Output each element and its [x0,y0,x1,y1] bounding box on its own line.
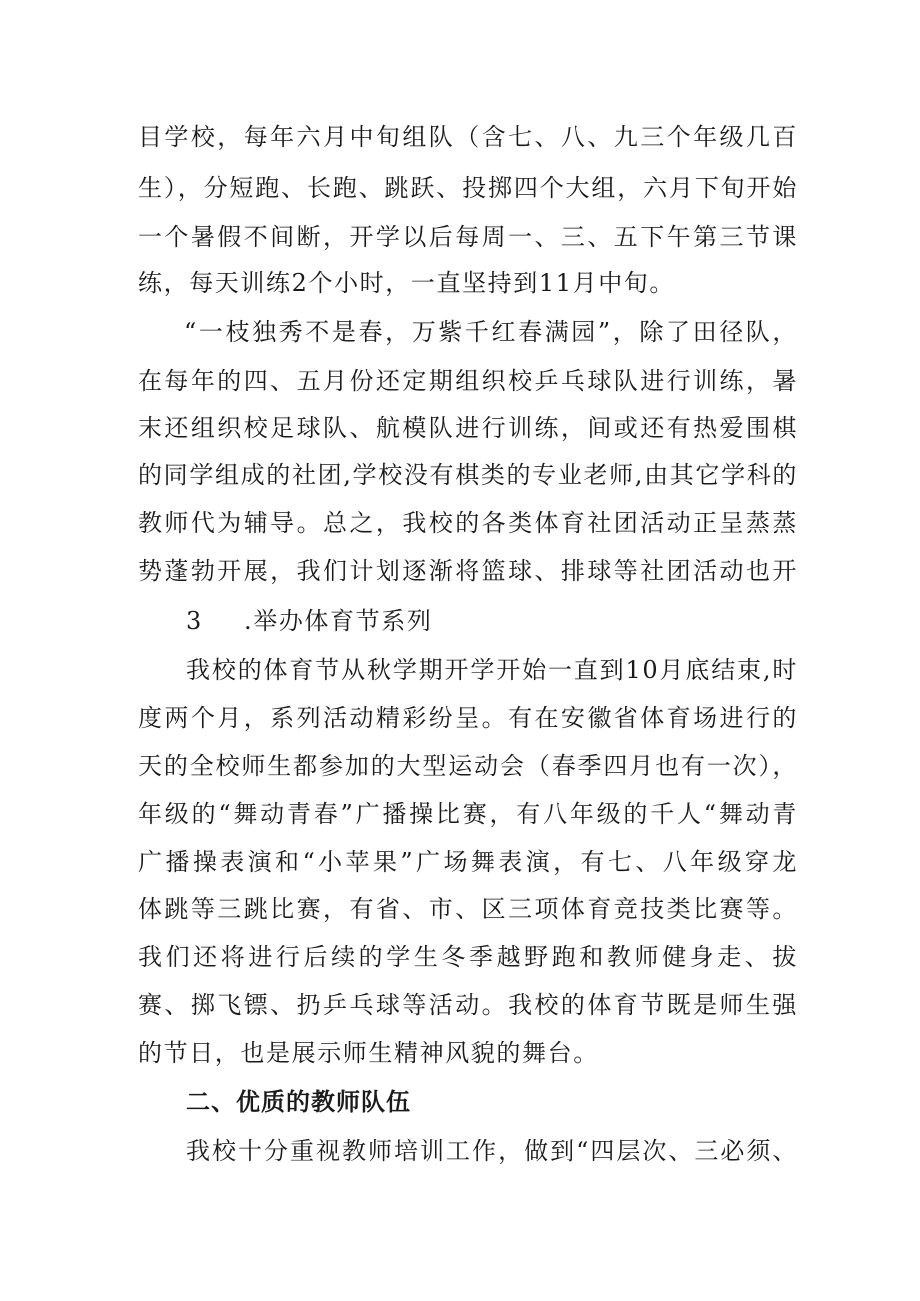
paragraph-line: 体跳等三跳比赛，有省、市、区三项体育竞技类比赛等。 [138,895,798,923]
paragraph-line: 生），分短跑、长跑、跳跃、投掷四个大组，六月下旬开始 [138,174,798,202]
section-title: 二、优质的教师队伍 [186,1088,411,1116]
paragraph-line: 教师代为辅导。总之，我校的各类体育社团活动正呈蒸蒸 [138,509,798,537]
paragraph-line: 的节日，也是展示师生精神风貌的舞台。 [138,1039,599,1067]
paragraph-line: 目学校，每年六月中旬组队（含七、八、九三个年级几百 [138,123,798,151]
section-number: 3 [186,607,202,635]
paragraph-line: “一枝独秀不是春，万紫千红春满园”，除了田径队， [184,318,798,346]
paragraph-line: 练，每天训练2个小时，一直坚持到11月中旬。 [138,269,676,297]
paragraph-line: 势蓬勃开展，我们计划逐渐将篮球、排球等社团活动也开 [138,557,798,585]
paragraph-line: 在每年的四、五月份还定期组织校乒乓球队进行训练，暑 [138,367,798,395]
paragraph-line: 一个暑假不间断，开学以后每周一、三、五下午第三节课 [138,223,798,251]
paragraph-line: 我校十分重视教师培训工作，做到“四层次、三必须、 [186,1137,798,1165]
paragraph-line: 的同学组成的社团,学校没有棋类的专业老师,由其它学科的 [138,461,798,489]
paragraph-line: 度两个月，系列活动精彩纷呈。有在安徽省体育场进行的 [138,704,798,732]
paragraph-line: 我校的体育节从秋学期开学开始一直到10月底结束,时 [186,656,798,684]
paragraph-line: 年级的“舞动青春”广播操比赛，有八年级的千人“舞动青 [138,800,798,828]
paragraph-line: 赛、掷飞镖、扔乒乓球等活动。我校的体育节既是师生强 [138,991,798,1019]
section-heading: .举办体育节系列 [244,607,433,635]
paragraph-line: 末还组织校足球队、航模队进行训练，间或还有热爱围棋 [138,414,798,442]
paragraph-line: 广播操表演和“小苹果”广场舞表演，有七、八年级穿龙 [138,848,798,876]
paragraph-line: 天的全校师生都参加的大型运动会（春季四月也有一次）， [138,752,798,780]
paragraph-line: 我们还将进行后续的学生冬季越野跑和教师健身走、拔 [138,943,798,971]
